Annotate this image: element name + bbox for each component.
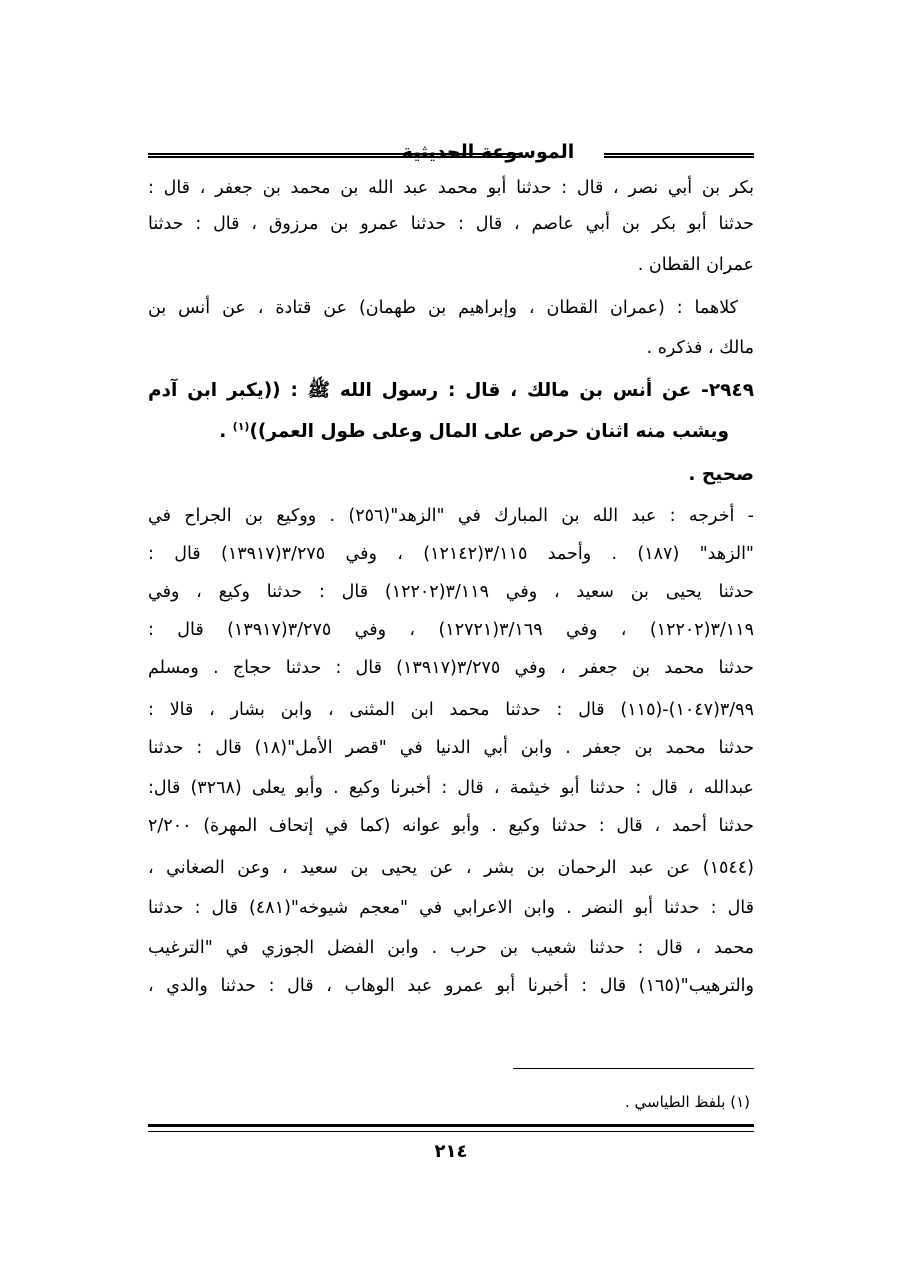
text-line: حدثنا أبو بكر بن أبي عاصم ، قال : حدثنا عمرو بن مرزوق ، قال : حدثنا	[148, 214, 754, 234]
text-line: - أخرجه : عبد الله بن المبارك في "الزهد"(٢٥٦) . ووكيع بن الجراح في	[148, 506, 754, 526]
hadith-line-end: .	[219, 421, 233, 443]
text-line: عمران القطان .	[637, 255, 754, 275]
text-line: حدثنا محمد بن جعفر ، وفي ٣/٢٧٥(١٣٩١٧) قال : حدثنا حجاج . ومسلم	[148, 658, 754, 678]
text-line: (١٥٤٤) عن عبد الرحمان بن بشر ، عن يحيى بن سعيد ، وعن الصغاني ،	[148, 858, 754, 878]
header-rule-left	[148, 153, 520, 158]
hadith-line: ٢٩٤٩- عن أنس بن مالك ، قال : رسول الله ﷺ : ((يكبر ابن آدم	[148, 380, 754, 401]
grading-line: صحيح .	[688, 464, 754, 485]
text-line: والترهيب"(١٦٥) قال : أخبرنا أبو عمرو عبد الوهاب ، قال : حدثنا والدي ،	[148, 976, 754, 996]
hadith-line	[219, 420, 729, 443]
hadith-text: ويشب منه اثنان حرص على المال وعلى طول العمر))	[249, 421, 729, 443]
document-page	[148, 0, 754, 1273]
text-line: "الزهد" (١٨٧) . وأحمد ٣/١١٥(١٢١٤٢) ، وفي ٣/٢٧٥(١٣٩١٧) قال :	[148, 544, 754, 564]
footnote: (١) بلفظ الطياسي .	[624, 1093, 750, 1111]
text-line: حدثنا أحمد ، قال : حدثنا وكيع . وأبو عوانه (كما في إتحاف المهرة) ٢/٢٠٠	[148, 816, 754, 836]
text-line: محمد ، قال : حدثنا شعيب بن حرب . وابن الفضل الجوزي في "الترغيب	[148, 938, 754, 958]
text-line: حدثنا يحيى بن سعيد ، وفي ٣/١١٩(١٢٢٠٢) قال : حدثنا وكيع ، وفي	[148, 582, 754, 602]
text-line: ٣/٩٩(١٠٤٧)-(١١٥) قال : حدثنا محمد ابن المثنى ، وابن بشار ، قالا :	[148, 700, 754, 720]
header-title: الموسوعة الحديثية	[401, 141, 575, 163]
footnote-marker: (١)	[232, 420, 250, 433]
text-line: عبدالله ، قال : حدثنا أبو خيثمة ، قال : أخبرنا وكيع . وأبو يعلى (٣٢٦٨) قال:	[148, 778, 754, 798]
footer-rule	[148, 1124, 754, 1132]
text-line: كلاهما : (عمران القطان ، وإبراهيم بن طهمان) عن قتادة ، عن أنس بن	[148, 298, 738, 318]
text-line: ٣/١١٩(١٢٢٠٢) ، وفي ٣/١٦٩(١٢٧٢١) ، وفي ٣/٢٧٥(١٣٩١٧) قال :	[148, 620, 754, 640]
text-line: بكر بن أبي نصر ، قال : حدثنا أبو محمد عبد الله بن محمد بن جعفر ، قال :	[148, 178, 754, 198]
header-rule-right	[604, 153, 754, 158]
footnote-separator	[513, 1068, 754, 1069]
text-line: قال : حدثنا أبو النضر . وابن الاعرابي في "معجم شيوخه"(٤٨١) قال : حدثنا	[148, 898, 754, 918]
text-line: مالك ، فذكره .	[646, 338, 754, 358]
page-number: ٢١٤	[434, 1141, 468, 1162]
running-header	[148, 140, 754, 170]
text-line: حدثنا محمد بن جعفر . وابن أبي الدنيا في "قصر الأمل"(١٨) قال : حدثنا	[148, 738, 755, 758]
